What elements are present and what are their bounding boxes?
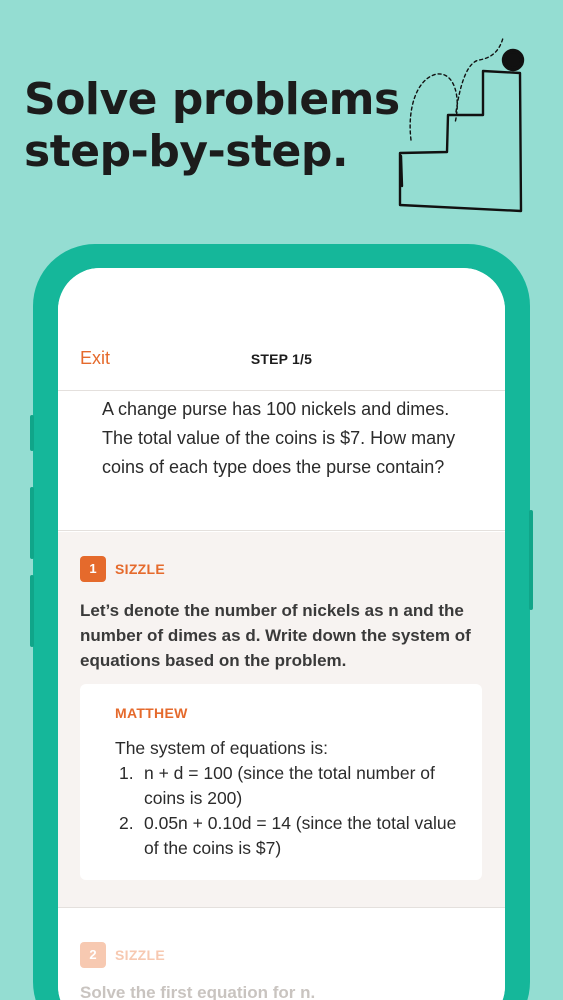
phone-side-button bbox=[529, 510, 533, 610]
exit-button[interactable]: Exit bbox=[80, 348, 111, 368]
stairs-illustration bbox=[395, 28, 535, 220]
list-item-text: n + d = 100 (since the total number of coins is 200) bbox=[144, 763, 435, 808]
promo-headline bbox=[24, 74, 400, 178]
list-item bbox=[115, 811, 465, 861]
step-indicator: STEP 1/5 bbox=[250, 351, 313, 367]
next-step-label: SIZZLE bbox=[115, 947, 166, 963]
phone-screen bbox=[58, 268, 505, 1000]
step-number-badge: 1 bbox=[80, 556, 106, 582]
response-author: MATTHEW bbox=[115, 705, 188, 721]
step-section bbox=[58, 532, 505, 908]
response-intro: The system of equations is: bbox=[115, 738, 329, 758]
top-bar bbox=[58, 268, 505, 391]
step-label: SIZZLE bbox=[115, 561, 166, 577]
headline-line-1: Solve problems bbox=[24, 74, 400, 125]
next-step-section bbox=[58, 909, 505, 1000]
list-item-text: 0.05n + 0.10d = 14 (since the total value of the coins is $7) bbox=[144, 813, 457, 858]
question-text: A change purse has 100 nickels and dimes. The total value of the coins is $7. How many coins of each type does the purse contain? bbox=[58, 392, 505, 531]
list-item bbox=[115, 761, 465, 811]
list-item-number: 1. bbox=[119, 763, 134, 783]
response-card bbox=[80, 684, 482, 880]
phone-side-button bbox=[30, 415, 34, 451]
response-body bbox=[115, 736, 465, 861]
step-instruction: Let’s denote the number of nickels as n and the number of dimes as d. Write down the system of equations based on the problem. bbox=[80, 601, 471, 670]
phone-side-button bbox=[30, 487, 34, 559]
next-step-number-badge: 2 bbox=[80, 942, 106, 968]
equation-list bbox=[115, 761, 465, 861]
list-item-number: 2. bbox=[119, 813, 134, 833]
phone-side-button bbox=[30, 575, 34, 647]
next-step-instruction: Solve the first equation for n. bbox=[80, 983, 316, 1000]
headline-line-2: step-by-step. bbox=[24, 126, 349, 177]
